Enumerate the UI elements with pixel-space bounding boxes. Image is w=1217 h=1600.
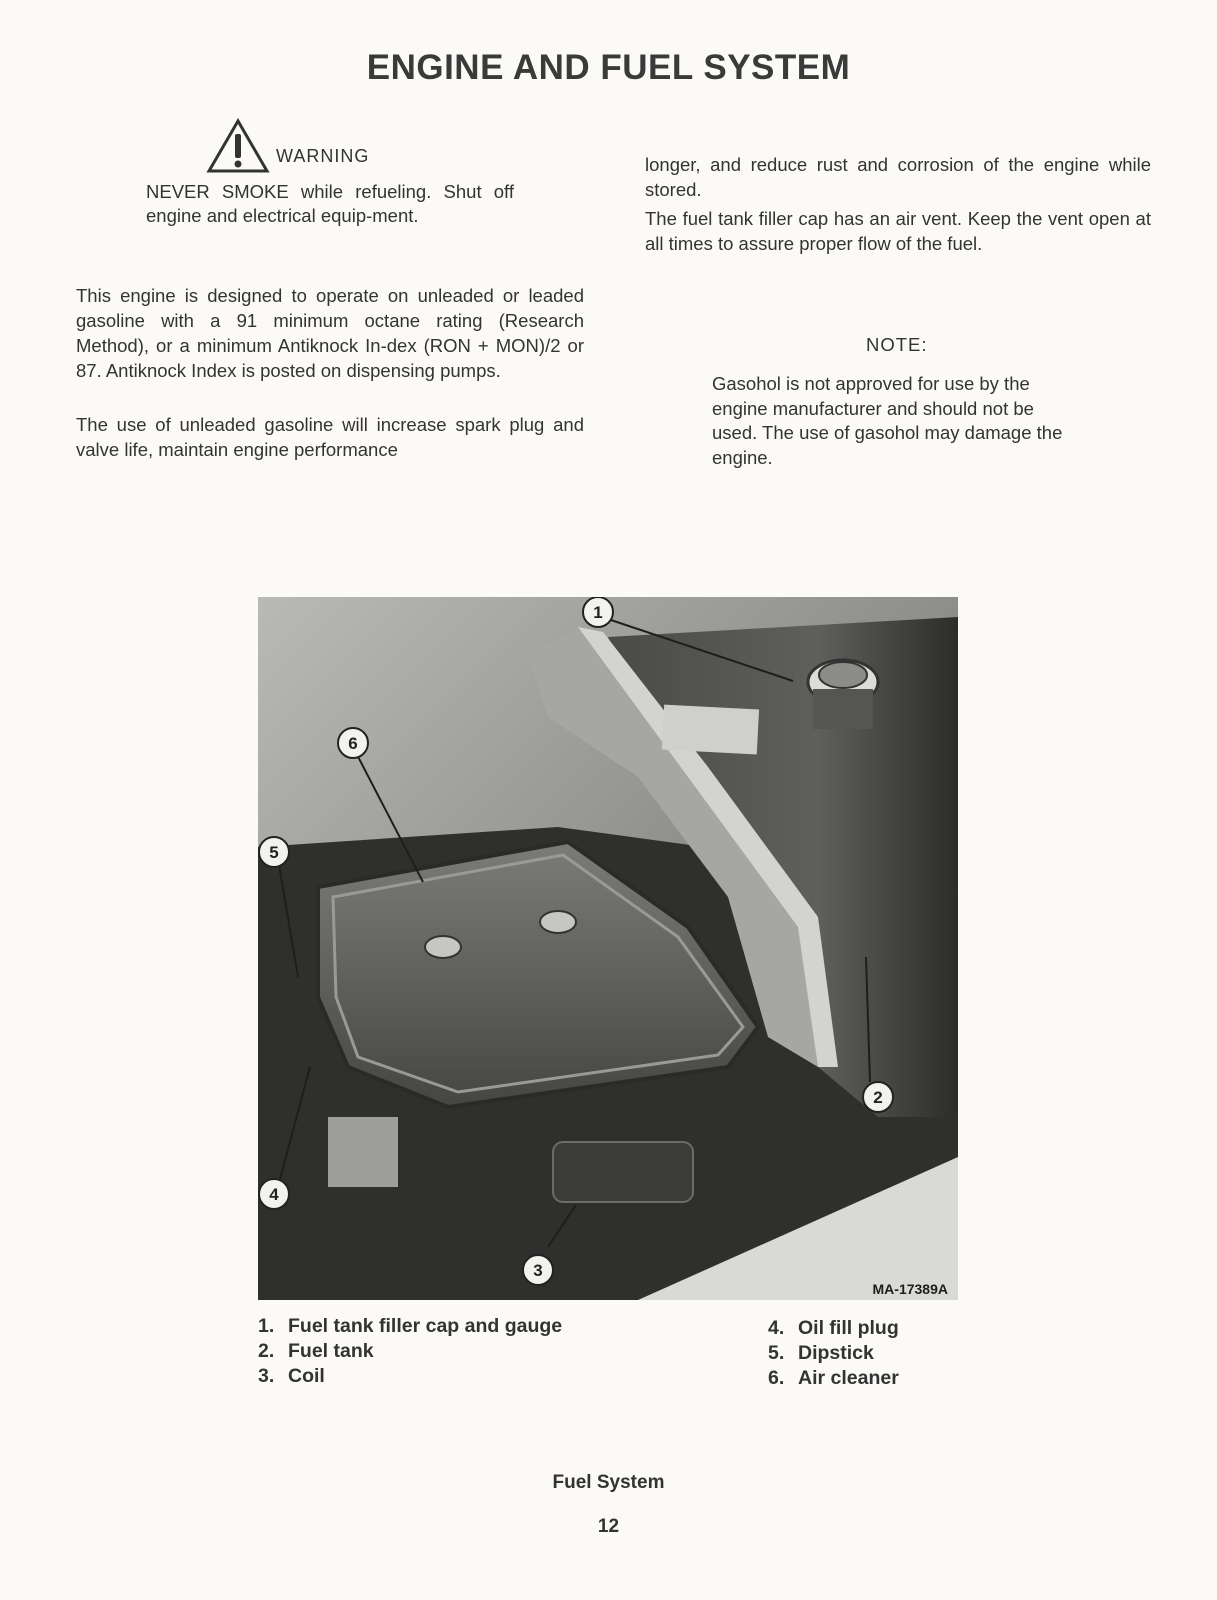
continued-paragraph: longer, and reduce rust and corrosion of the engine while stored. (645, 154, 1151, 200)
legend-item: 5. Dipstick (768, 1342, 874, 1364)
page-number: 12 (597, 1516, 620, 1537)
callout-4 (259, 1179, 289, 1209)
filler-cap-top (819, 662, 867, 688)
legend-item: 3. Coil (258, 1365, 325, 1387)
callout-2 (863, 1082, 893, 1112)
wing-nut-left (425, 936, 461, 958)
coil (553, 1142, 693, 1202)
decal-plate (662, 705, 759, 755)
legend-left (258, 1314, 562, 1389)
callout-6 (338, 728, 368, 758)
svg-text:4: 4 (269, 1185, 279, 1204)
svg-text:5: 5 (269, 843, 279, 862)
section-footer: Fuel System (552, 1472, 665, 1493)
warning-text: NEVER SMOKE while refueling. Shut off engine and electrical equip-ment. (146, 181, 514, 226)
svg-text:3: 3 (533, 1261, 543, 1280)
oil-fill-block (328, 1117, 398, 1187)
page-title: ENGINE AND FUEL SYSTEM (366, 48, 851, 87)
callout-5 (259, 837, 289, 867)
legend-right (768, 1316, 899, 1391)
fuel-requirement-paragraph: This engine is designed to operate on unleaded or leaded gasoline with a 91 minimum octane rating (Research Method), or a minimum Antiknock In-dex (RON + MON)/2 or 87. Antiknock Index is posted on dispensing pumps. (76, 285, 584, 381)
svg-text:1: 1 (593, 603, 603, 622)
warning-label: WARNING (276, 146, 370, 166)
note-label: NOTE: (866, 334, 928, 355)
legend-item: 1. Fuel tank filler cap and gauge (258, 1315, 563, 1337)
legend-item: 4. Oil fill plug (768, 1317, 899, 1339)
unleaded-benefit-paragraph: The use of unleaded gasoline will increase spark plug and valve life, maintain engine performance (76, 414, 584, 460)
figure-code: MA-17389A (872, 1281, 948, 1297)
svg-text:2: 2 (873, 1088, 883, 1107)
engine-photo (258, 597, 958, 1300)
legend-item: 6. Air cleaner (768, 1367, 899, 1389)
callout-3 (523, 1255, 553, 1285)
filler-neck (813, 689, 873, 729)
wing-nut-right (540, 911, 576, 933)
legend-item: 2. Fuel tank (258, 1340, 374, 1362)
note-text: Gasohol is not approved for use by the engine manufacturer and should not be used. The use of gasohol may damage the engine. (712, 373, 1063, 468)
filler-cap-paragraph: The fuel tank filler cap has an air vent. Keep the vent open at all times to assure proper flow of the fuel. (645, 208, 1151, 254)
warning-triangle-icon (206, 118, 270, 174)
callout-1 (583, 597, 613, 627)
svg-text:6: 6 (348, 734, 358, 753)
